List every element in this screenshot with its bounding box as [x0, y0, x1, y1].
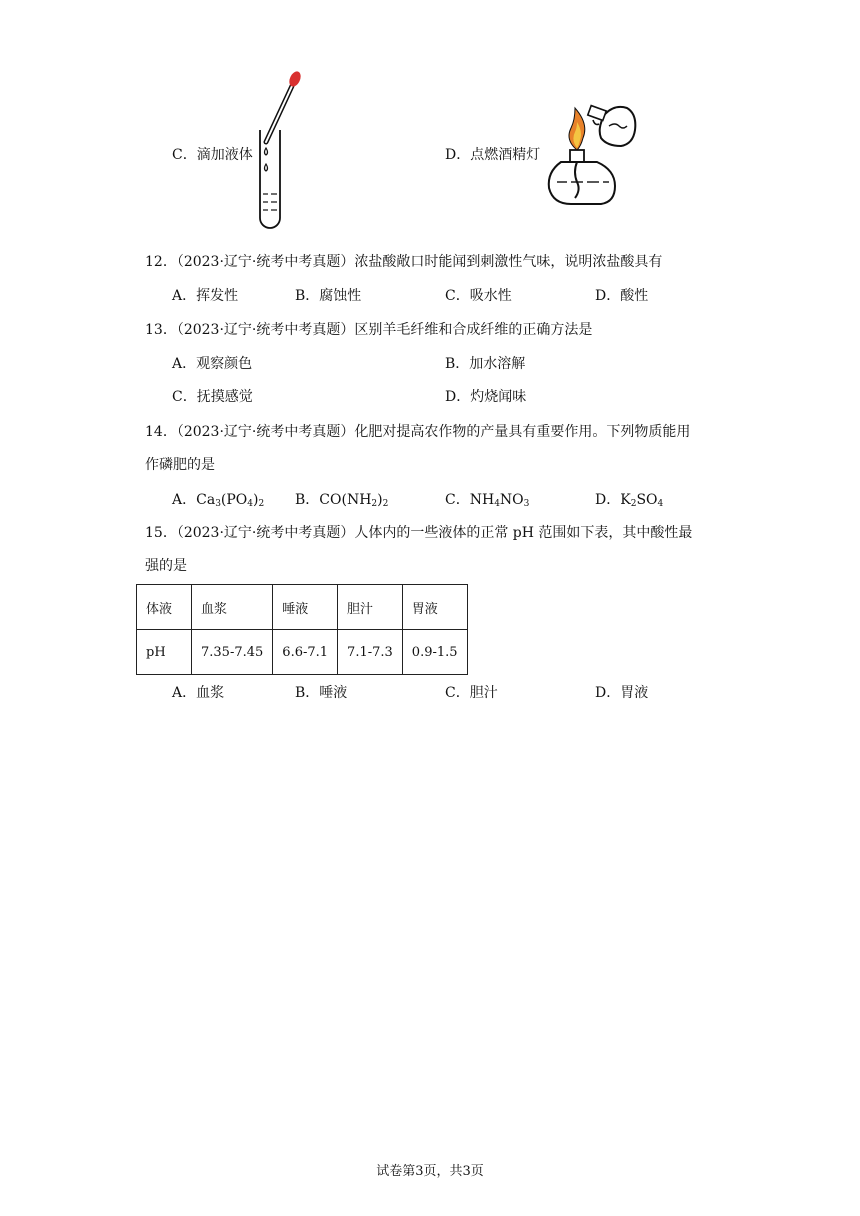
- q15-option-b[interactable]: B．唾液: [295, 685, 348, 701]
- page-footer: 试卷第3页，共3页: [376, 1164, 484, 1179]
- q13-option-d[interactable]: D．灼烧闻味: [445, 389, 527, 405]
- dropper-test-tube-illustration: [248, 70, 308, 240]
- q12-option-a[interactable]: A．挥发性: [172, 288, 239, 304]
- q15-option-c[interactable]: C．胆汁: [445, 685, 498, 701]
- question-14-stem-line1: 14．（2023·辽宁·统考中考真题）化肥对提高农作物的产量具有重要作用。下列物质能用: [145, 424, 691, 440]
- q15-option-d[interactable]: D．胃液: [595, 685, 649, 701]
- table-cell: 体液: [137, 585, 192, 630]
- q13-option-c[interactable]: C．抚摸感觉: [172, 389, 253, 405]
- table-cell: 血浆: [192, 585, 273, 630]
- question-15-stem-line1: 15．（2023·辽宁·统考中考真题）人体内的一些液体的正常 pH 范围如下表，其中酸性最: [145, 525, 693, 541]
- option-letter: B．: [295, 492, 320, 508]
- table-row: [137, 630, 468, 675]
- table-cell: 7.1-7.3: [338, 630, 403, 675]
- alcohol-lamp-illustration: [543, 100, 639, 210]
- q11-option-c[interactable]: C．滴加液体: [172, 147, 253, 163]
- question-13-stem: 13．（2023·辽宁·统考中考真题）区别羊毛纤维和合成纤维的正确方法是: [145, 322, 593, 338]
- question-15-stem-line2: 强的是: [145, 558, 187, 574]
- q13-option-b[interactable]: B．加水溶解: [445, 356, 526, 372]
- q13-option-a[interactable]: A．观察颜色: [172, 356, 253, 372]
- table-cell: 胆汁: [338, 585, 403, 630]
- q14-option-c[interactable]: C．$NH_4NO_3$: [445, 492, 530, 509]
- table-cell: 6.6-7.1: [273, 630, 338, 675]
- q15-option-a[interactable]: A．血浆: [172, 685, 225, 701]
- table-header-row: [137, 585, 468, 630]
- ph-table: [136, 584, 468, 675]
- q12-option-c[interactable]: C．吸水性: [445, 288, 512, 304]
- question-14-stem-line2: 作磷肥的是: [145, 457, 215, 473]
- q11-option-d[interactable]: D．点燃酒精灯: [445, 147, 541, 163]
- option-letter: C．: [445, 492, 470, 508]
- q12-option-d[interactable]: D．酸性: [595, 288, 649, 304]
- option-letter: D．: [595, 492, 621, 508]
- table-cell: pH: [137, 630, 192, 675]
- q14-option-a[interactable]: A．$Ca_3(PO_4)_2$: [172, 492, 265, 509]
- option-letter: A．: [172, 492, 197, 508]
- q14-option-b[interactable]: B．$CO(NH_2)_2$: [295, 492, 389, 509]
- question-12-stem: 12．（2023·辽宁·统考中考真题）浓盐酸敞口时能闻到刺激性气味，说明浓盐酸具有: [145, 254, 663, 270]
- q12-option-b[interactable]: B．腐蚀性: [295, 288, 362, 304]
- table-cell: 0.9-1.5: [402, 630, 467, 675]
- table-cell: 7.35-7.45: [192, 630, 273, 675]
- table-cell: 胃液: [402, 585, 467, 630]
- table-cell: 唾液: [273, 585, 338, 630]
- q14-option-d[interactable]: D．$K_2SO_4$: [595, 492, 664, 509]
